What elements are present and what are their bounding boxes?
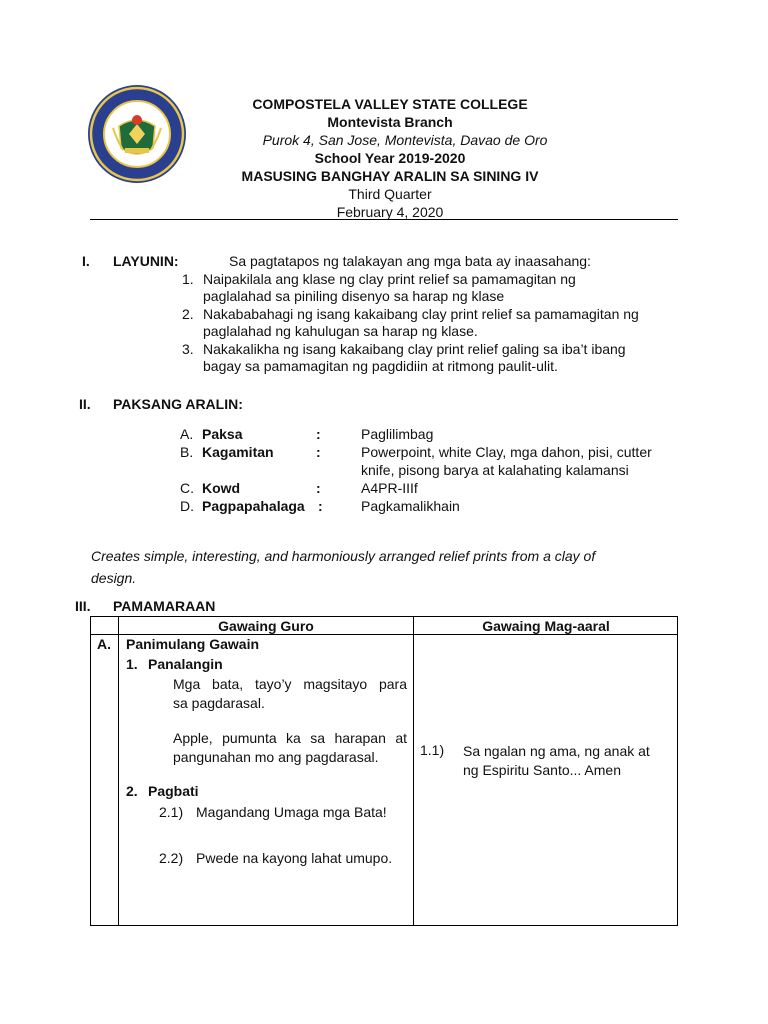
- mag-aaral-number: 1.1): [420, 742, 445, 758]
- standard-line-2: design.: [91, 570, 137, 586]
- college-name: COMPOSTELA VALLEY STATE COLLEGE: [252, 96, 528, 112]
- row-colon: :: [316, 480, 321, 496]
- college-seal-logo: [87, 84, 187, 184]
- mag-aaral-response: [463, 742, 675, 780]
- objective-text: Nakakalikha ng isang kakaibang clay print relief galing sa iba’t ibang: [203, 341, 626, 357]
- content-standard: [91, 545, 681, 589]
- plan-title: MASUSING BANGHAY ARALIN SA SINING IV: [241, 168, 539, 184]
- greeting-text: Pwede na kayong lahat umupo.: [196, 850, 393, 866]
- section-letter: A.: [97, 636, 111, 652]
- row-value: A4PR-IIIf: [361, 480, 418, 496]
- section-numeral-1: I.: [82, 253, 90, 269]
- row-colon: :: [316, 426, 321, 442]
- objective-text: Nakababahagi ng isang kakaibang clay print relief sa pamamagitan ng: [203, 306, 639, 322]
- row-value: Paglilimbag: [361, 426, 434, 442]
- objective-text-cont: paglalahad ng kahulugan sa harap ng klase.: [203, 323, 478, 339]
- section-title: Panimulang Gawain: [126, 636, 260, 652]
- row-value: Pagkamalikhain: [361, 498, 460, 514]
- layunin-intro: Sa pagtatapos ng talakayan ang mga bata ay inaasahang:: [229, 253, 591, 269]
- row-letter: C.: [180, 480, 194, 496]
- guro-text-line: pangunahan mo ang pagdarasal.: [173, 749, 379, 765]
- date: February 4, 2020: [336, 204, 444, 220]
- row-letter: A.: [180, 426, 194, 442]
- row-letter: B.: [180, 444, 194, 460]
- branch-name: Montevista Branch: [327, 114, 453, 130]
- quarter: Third Quarter: [348, 186, 432, 202]
- row-colon: :: [316, 444, 321, 460]
- row-key: Paksa: [202, 426, 243, 442]
- guro-text-line: Apple, pumunta ka sa harapan at: [173, 730, 407, 746]
- sub-number: 2.: [126, 783, 138, 799]
- school-year: School Year 2019-2020: [314, 150, 466, 166]
- mag-aaral-line: Sa ngalan ng ama, ng anak at: [463, 743, 650, 759]
- greeting-text: Magandang Umaga mga Bata!: [196, 804, 387, 820]
- section-numeral-3: III.: [75, 598, 91, 614]
- layunin-heading: LAYUNIN:: [113, 253, 179, 269]
- objective-item: [182, 306, 682, 340]
- objective-item: [182, 341, 682, 375]
- sub-number: 1.: [126, 656, 138, 672]
- row-key: Kagamitan: [202, 444, 274, 460]
- guro-text-line: sa pagdarasal.: [173, 695, 265, 711]
- section-numeral-2: II.: [79, 396, 91, 412]
- row-value: Powerpoint, white Clay, mga dahon, pisi, cutter: [361, 444, 652, 460]
- guro-prayer-instruction: [173, 675, 407, 713]
- objective-number: 2.: [182, 306, 194, 322]
- guro-text-line: Mga bata, tayo’y magsitayo para: [173, 676, 407, 692]
- header-divider: [90, 219, 678, 220]
- col-header-guro: Gawaing Guro: [218, 618, 314, 634]
- table-col-divider: [118, 617, 119, 925]
- objective-item: [182, 271, 682, 305]
- col-header-mag-aaral: Gawaing Mag-aaral: [482, 618, 610, 634]
- greeting-number: 2.2): [159, 850, 184, 866]
- row-colon: :: [318, 498, 323, 514]
- document-header: [190, 95, 590, 221]
- objective-text-cont: bagay sa pamamagitan ng pagdidiin at ritmong paulit-ulit.: [203, 358, 558, 374]
- sub-title-pagbati: Pagbati: [148, 783, 199, 799]
- objective-text-cont: paglalahad sa piniling disenyo sa harap ng klase: [203, 288, 505, 304]
- college-address: Purok 4, San Jose, Montevista, Davao de Oro: [262, 132, 548, 148]
- guro-prayer-leader: [173, 729, 407, 767]
- table-col-divider: [413, 617, 414, 925]
- paksang-heading: PAKSANG ARALIN:: [113, 396, 243, 412]
- mag-aaral-line: ng Espiritu Santo... Amen: [463, 762, 621, 778]
- greeting-number: 2.1): [159, 804, 184, 820]
- objective-number: 3.: [182, 341, 194, 357]
- objective-number: 1.: [182, 271, 194, 287]
- row-letter: D.: [180, 498, 194, 514]
- row-key: Pagpapahalaga: [202, 498, 305, 514]
- sub-title-panalangin: Panalangin: [148, 656, 223, 672]
- pamamaraan-heading: PAMAMARAAN: [113, 598, 216, 614]
- row-value-cont: knife, pisong barya at kalahating kalamansi: [361, 462, 629, 478]
- standard-line-1: Creates simple, interesting, and harmoniously arranged relief prints from a clay of: [91, 548, 596, 564]
- objective-text: Naipakilala ang klase ng clay print relief sa pamamagitan ng: [203, 271, 576, 287]
- procedure-table: [90, 616, 678, 926]
- objectives-list: [182, 271, 682, 375]
- row-key: Kowd: [202, 480, 241, 496]
